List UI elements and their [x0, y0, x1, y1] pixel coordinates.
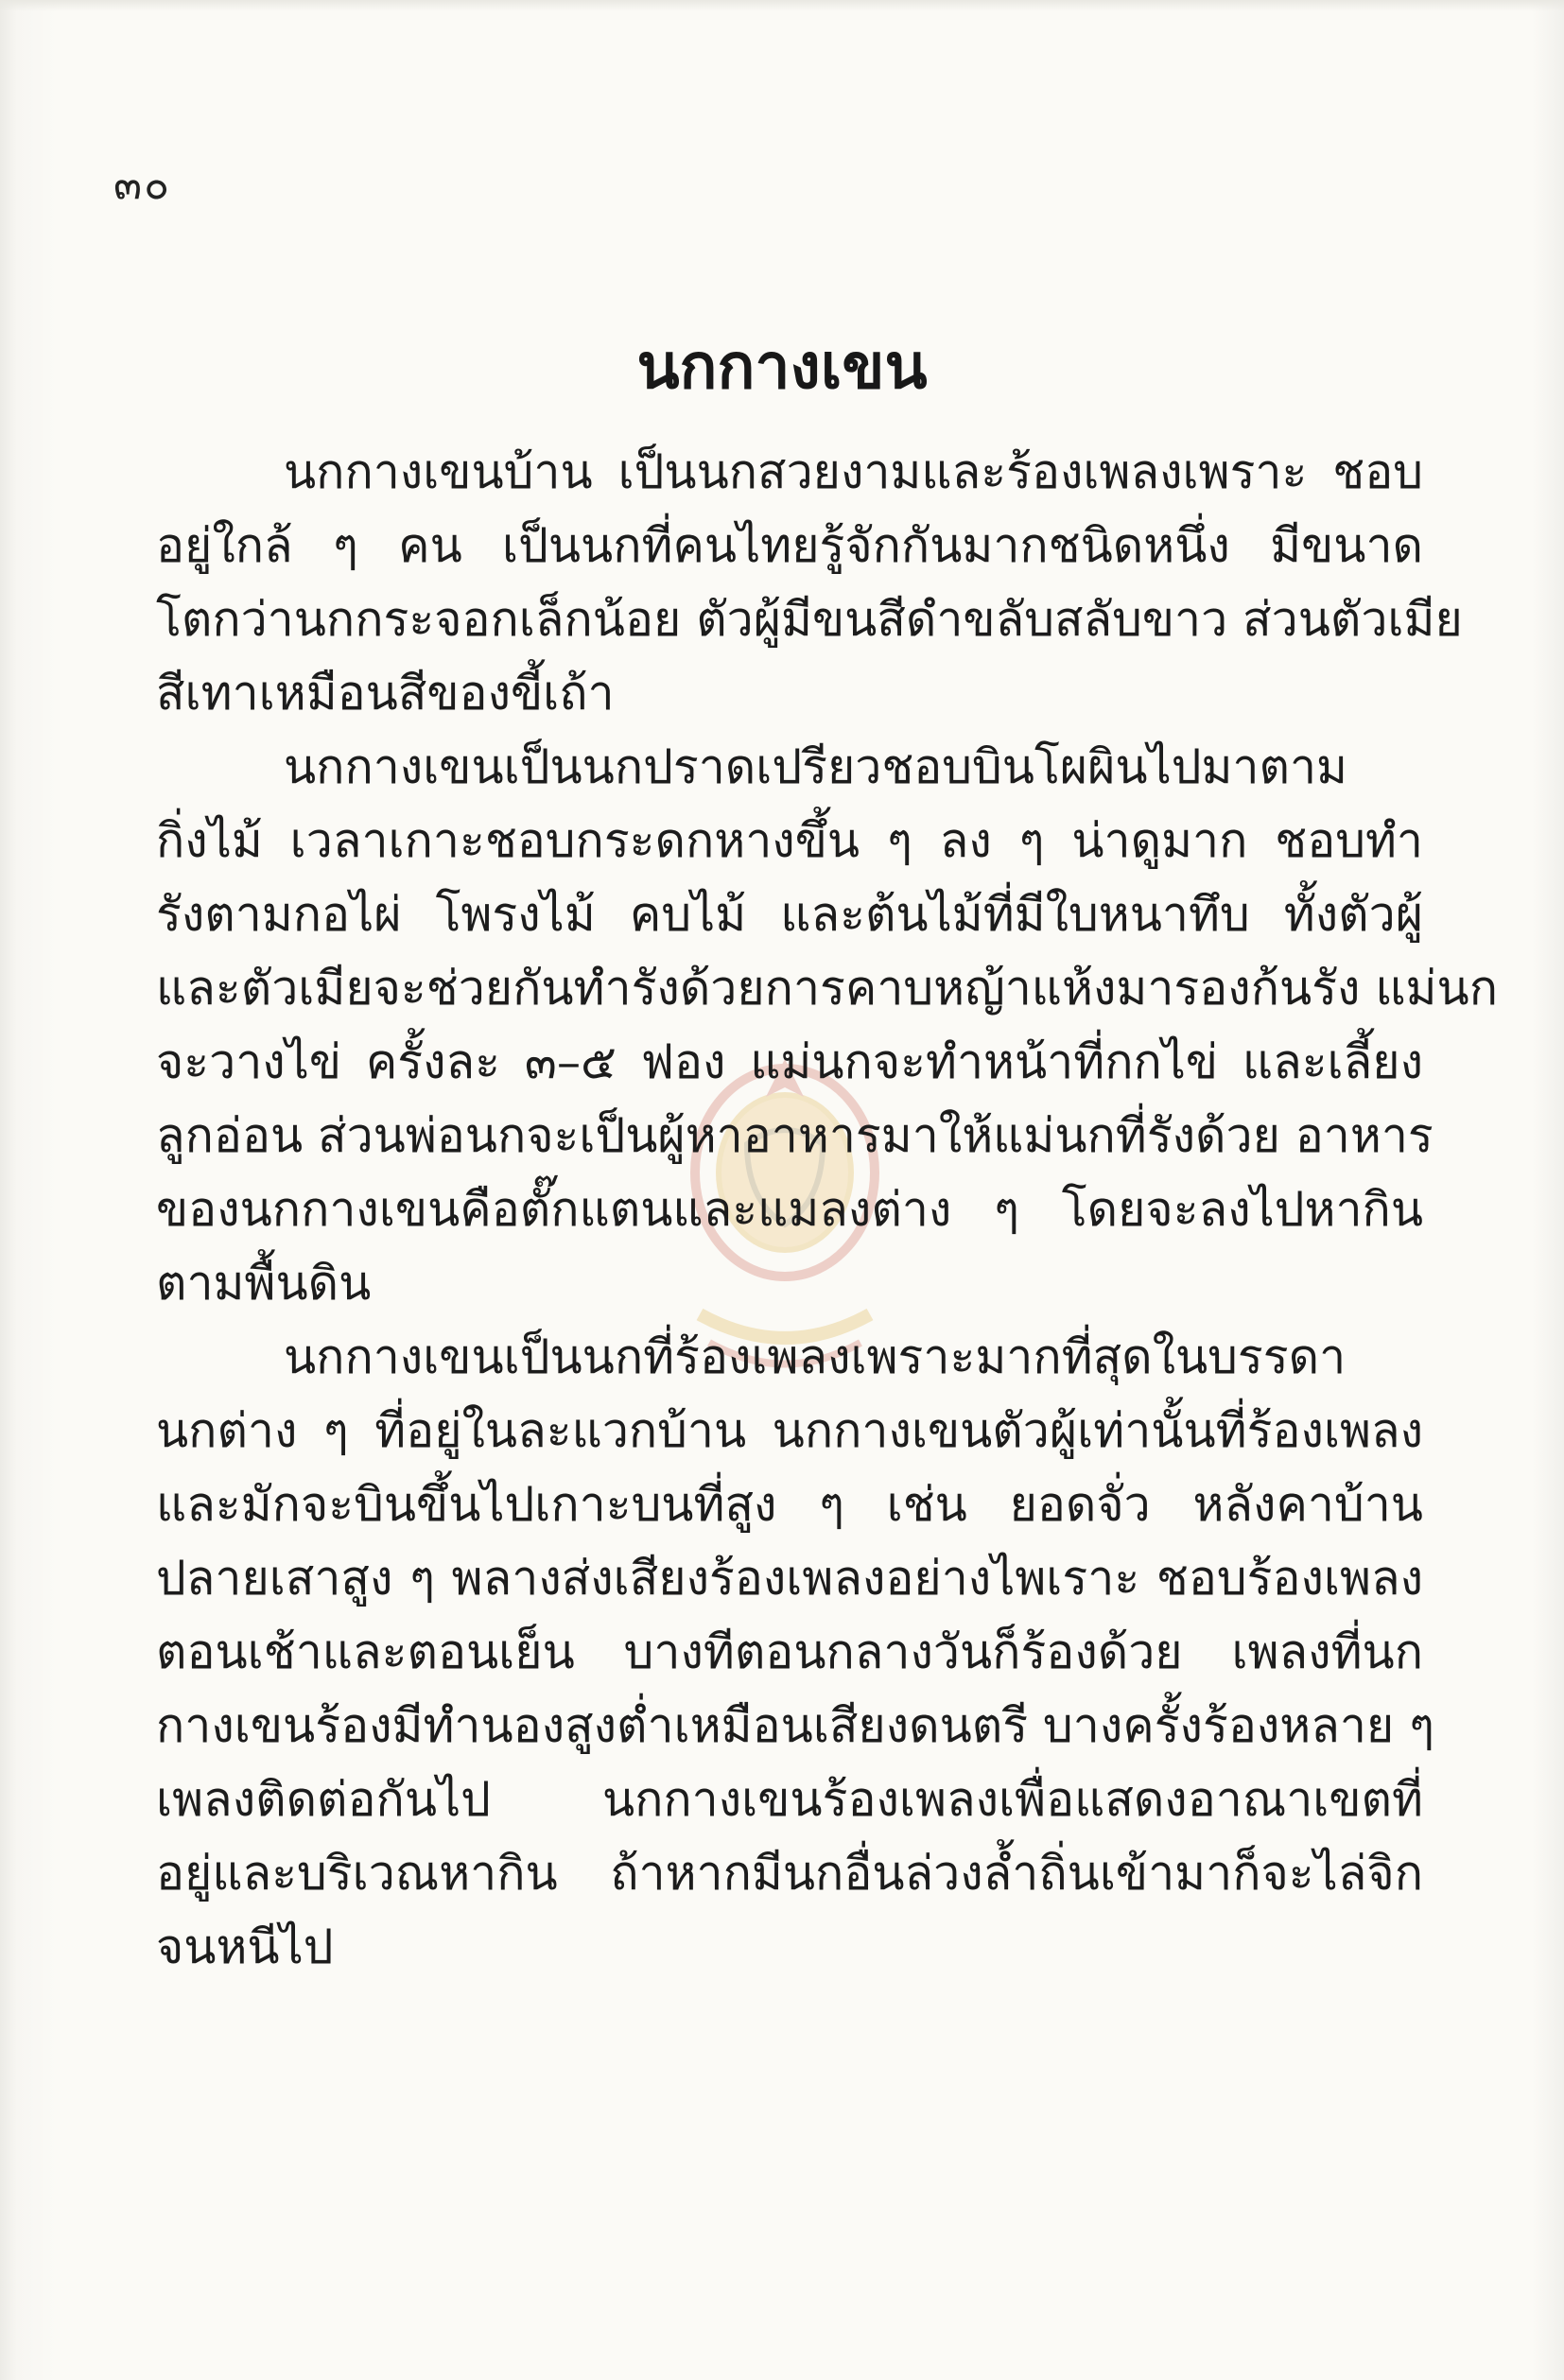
text-line: นกกางเขนเป็นนกปราดเปรียวชอบบินโผผินไปมาตาม	[284, 739, 1347, 794]
text-line: ตามพื้นดิน	[156, 1256, 372, 1311]
text-line: สีเทาเหมือนสีของขี้เถ้า	[156, 666, 615, 721]
paragraph-1	[156, 435, 1463, 730]
text-line: ตอนเช้าและตอนเย็น บางทีตอนกลางวันก็ร้องด้วย เพลงที่นก	[156, 1624, 1423, 1679]
paragraph-2	[156, 730, 1498, 1320]
text-line: และมักจะบินขึ้นไปเกาะบนที่สูง ๆ เช่น ยอดจั่ว หลังคาบ้าน	[156, 1477, 1423, 1532]
text-line: อยู่ใกล้ ๆ คน เป็นนกที่คนไทยรู้จักกันมากชนิดหนึ่ง มีขนาด	[156, 518, 1423, 573]
text-line: นกกางเขนเป็นนกที่ร้องเพลงเพราะมากที่สุดในบรรดา	[284, 1329, 1347, 1384]
article-body	[156, 435, 1498, 1984]
text-line: รังตามกอไผ่ โพรงไม้ คบไม้ และต้นไม้ที่มีใบหนาทึบ ทั้งตัวผู้	[156, 887, 1423, 942]
page-edge-shadow	[0, 0, 1564, 11]
text-line: ปลายเสาสูง ๆ พลางส่งเสียงร้องเพลงอย่างไพเราะ ชอบร้องเพลง	[156, 1551, 1423, 1606]
page-number: ๓๐	[113, 161, 171, 209]
text-line: กางเขนร้องมีทำนองสูงต่ำเหมือนเสียงดนตรี บางครั้งร้องหลาย ๆ	[156, 1698, 1434, 1753]
text-line: เพลงติดต่อกันไป นกกางเขนร้องเพลงเพื่อแสดงอาณาเขตที่	[156, 1772, 1423, 1827]
text-line: ของนกกางเขนคือตั๊กแตนและแมลงต่าง ๆ โดยจะลงไปหากิน	[156, 1182, 1423, 1237]
text-line: อยู่และบริเวณหากิน ถ้าหากมีนกอื่นล่วงล้ำถิ่นเข้ามาก็จะไล่จิก	[156, 1846, 1423, 1901]
text-line: และตัวเมียจะช่วยกันทำรังด้วยการคาบหญ้าแห้งมารองก้นรัง แม่นก	[156, 961, 1498, 1016]
text-line: จนหนีไป	[156, 1920, 334, 1974]
text-line: กิ่งไม้ เวลาเกาะชอบกระดกหางขึ้น ๆ ลง ๆ น่าดูมาก ชอบทำ	[156, 813, 1423, 868]
text-line: นกกางเขนบ้าน เป็นนกสวยงามและร้องเพลงเพราะ ชอบ	[284, 444, 1423, 499]
text-line: ลูกอ่อน ส่วนพ่อนกจะเป็นผู้หาอาหารมาให้แม่นกที่รังด้วย อาหาร	[156, 1108, 1434, 1163]
text-line: จะวางไข่ ครั้งละ ๓–๕ ฟอง แม่นกจะทำหน้าที่กกไข่ และเลี้ยง	[156, 1034, 1423, 1089]
page-title: นกกางเขน	[636, 329, 928, 403]
text-line: โตกว่านกกระจอกเล็กน้อย ตัวผู้มีขนสีดำขลับสลับขาว ส่วนตัวเมีย	[156, 592, 1463, 647]
text-line: นกต่าง ๆ ที่อยู่ในละแวกบ้าน นกกางเขนตัวผู้เท่านั้นที่ร้องเพลง	[156, 1403, 1423, 1458]
paragraph-3	[156, 1320, 1434, 1984]
